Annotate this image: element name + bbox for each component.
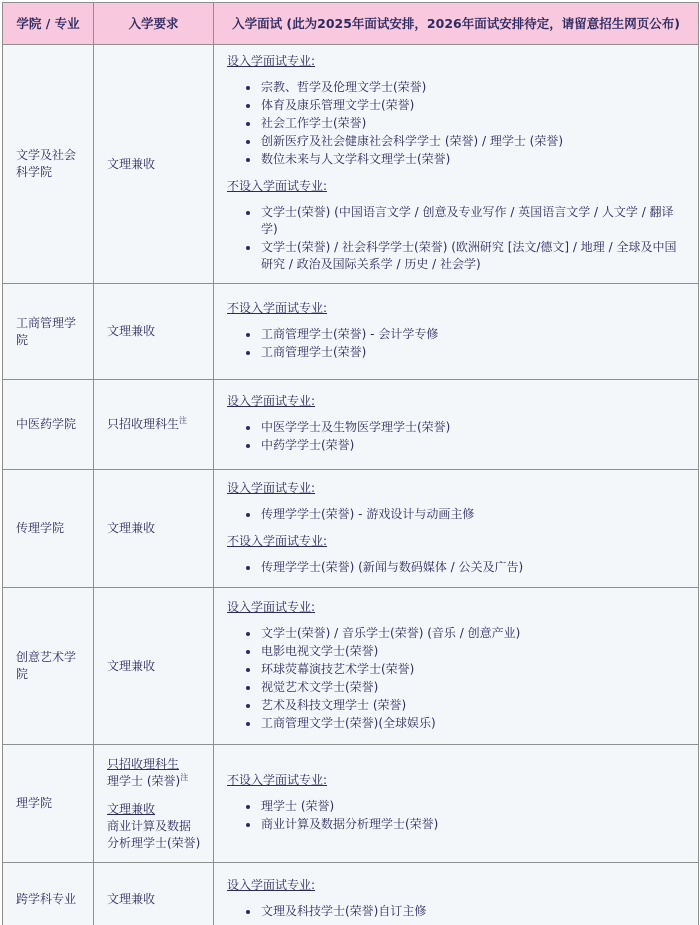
interview-section-title: 设入学面试专业: xyxy=(227,394,316,408)
program-item: • 理学士 (荣誉) xyxy=(260,798,686,815)
program-item: • 传理学学士(荣誉) (新闻与数码媒体 / 公关及广告) xyxy=(260,559,686,576)
college-name: 跨学科专业 xyxy=(16,891,77,906)
program-list xyxy=(227,903,686,920)
table-row xyxy=(3,470,699,588)
requirement-line: 理学士 (荣誉)$^注$ xyxy=(107,772,189,788)
interview-cell xyxy=(214,470,699,588)
requirements-cell xyxy=(94,863,214,925)
college-cell xyxy=(3,863,94,925)
program-item: • 社会工作学士(荣誉) xyxy=(260,115,686,132)
college-cell xyxy=(3,470,94,588)
college-name: 理学院 xyxy=(16,796,53,810)
program-item: • 传理学学士(荣誉) - 游戏设计与动画主修 xyxy=(260,506,686,523)
interview-section-title: 不设入学面试专业: xyxy=(227,179,328,193)
program-item: • 文学士(荣誉) (中国语言文学 / 创意及专业写作 / 英国语言文学 / 人文学 / 翻译学) xyxy=(260,204,686,238)
program-list xyxy=(227,506,686,523)
program-list xyxy=(227,419,686,454)
interview-cell xyxy=(214,863,699,925)
college-name: 传理学院 xyxy=(16,521,65,535)
requirement-line: 文理兼收 xyxy=(107,801,156,816)
table-row xyxy=(3,863,699,925)
program-item: • 艺术及科技文理学士 (荣誉) xyxy=(260,697,686,714)
college-cell xyxy=(3,745,94,863)
table-row xyxy=(3,284,699,380)
table-row xyxy=(3,380,699,470)
interview-section-title: 设入学面试专业: xyxy=(227,480,316,495)
program-list xyxy=(227,625,686,732)
college-name: 工商管理学院 xyxy=(16,315,77,347)
requirements-cell xyxy=(94,745,214,863)
program-item: • 环球荧幕演技艺术学士(荣誉) xyxy=(260,661,686,678)
interview-section-title: 设入学面试专业: xyxy=(227,54,316,68)
header-requirements: 入学要求 xyxy=(94,3,214,45)
program-item: • 商业计算及数据分析理学士(荣誉) xyxy=(260,816,686,833)
interview-cell xyxy=(214,380,699,470)
table-body xyxy=(3,45,699,925)
program-list xyxy=(227,559,686,576)
program-list xyxy=(227,79,686,168)
header-college: 学院 / 专业 xyxy=(3,3,94,45)
requirements-cell xyxy=(94,45,214,284)
requirement-line: 商业计算及数据分析理学士(荣誉) xyxy=(107,818,201,850)
program-item: • 宗教、哲学及伦理文学士(荣誉) xyxy=(260,79,686,96)
interview-section-title: 不设入学面试专业: xyxy=(227,773,328,787)
college-name: 创意艺术学院 xyxy=(16,650,77,681)
interview-cell xyxy=(214,284,699,380)
requirement-line: 文理兼收 xyxy=(107,324,156,338)
interview-section-title: 设入学面试专业: xyxy=(227,599,316,614)
note-superscript: 注 xyxy=(180,772,189,782)
college-name: 中医药学院 xyxy=(16,417,77,431)
college-cell xyxy=(3,380,94,470)
table-row xyxy=(3,588,699,745)
header-row xyxy=(3,3,699,45)
program-item: • 工商管理文学士(荣誉)(全球娱乐) xyxy=(260,715,686,732)
table-row xyxy=(3,745,699,863)
program-item: • 文学士(荣誉) / 社会科学学士(荣誉) (欧洲研究 [法文/德文] / 地理 / 全球及中国研究 / 政治及国际关系学 / 历史 / 社会学) xyxy=(260,239,686,273)
program-list xyxy=(227,326,686,361)
interview-section-title: 不设入学面试专业: xyxy=(227,533,328,548)
program-item: • 工商管理学士(荣誉) - 会计学专修 xyxy=(260,326,686,343)
program-item: • 数位未来与人文学科文理学士(荣誉) xyxy=(260,151,686,168)
requirement-line: 只招收理科生 xyxy=(107,756,180,771)
program-item: • 文理及科技学士(荣誉)自订主修 xyxy=(260,903,686,920)
requirements-cell xyxy=(94,380,214,470)
table-header xyxy=(3,3,699,45)
requirements-cell xyxy=(94,588,214,745)
program-item: • 体育及康乐管理文学士(荣誉) xyxy=(260,97,686,114)
requirement-line: 文理兼收 xyxy=(107,891,156,906)
college-cell xyxy=(3,284,94,380)
interview-section-title: 不设入学面试专业: xyxy=(227,301,328,315)
interview-cell xyxy=(214,745,699,863)
college-cell xyxy=(3,588,94,745)
program-item: • 创新医疗及社会健康社会科学学士 (荣誉) / 理学士 (荣誉) xyxy=(260,133,686,150)
program-item: • 中医学学士及生物医学理学士(荣誉) xyxy=(260,419,686,436)
program-item: • 工商管理学士(荣誉) xyxy=(260,344,686,361)
program-item: • 文学士(荣誉) / 音乐学士(荣誉) (音乐 / 创意产业) xyxy=(260,625,686,642)
requirement-line: 文理兼收 xyxy=(107,156,156,171)
interview-cell xyxy=(214,45,699,284)
requirement-line: 文理兼收 xyxy=(107,658,156,673)
interview-section-title: 设入学面试专业: xyxy=(227,877,316,892)
header-interview: 入学面试 (此为2025年面试安排，2026年面试安排待定，请留意招生网页公布) xyxy=(214,3,699,45)
program-list xyxy=(227,204,686,273)
admission-table xyxy=(2,2,699,925)
note-superscript: 注 xyxy=(179,416,188,425)
requirement-spacer xyxy=(107,790,201,801)
college-name: 文学及社会科学院 xyxy=(16,148,77,179)
program-item: • 视觉艺术文学士(荣誉) xyxy=(260,679,686,696)
college-cell xyxy=(3,45,94,284)
requirements-cell xyxy=(94,284,214,380)
table-row xyxy=(3,45,699,284)
requirements-cell xyxy=(94,470,214,588)
program-item: • 中药学学士(荣誉) xyxy=(260,437,686,454)
requirement-line: 只招收理科生$^注$ xyxy=(107,416,188,431)
program-list xyxy=(227,798,686,833)
requirement-line: 文理兼收 xyxy=(107,521,156,535)
program-item: • 电影电视文学士(荣誉) xyxy=(260,643,686,660)
interview-cell xyxy=(214,588,699,745)
